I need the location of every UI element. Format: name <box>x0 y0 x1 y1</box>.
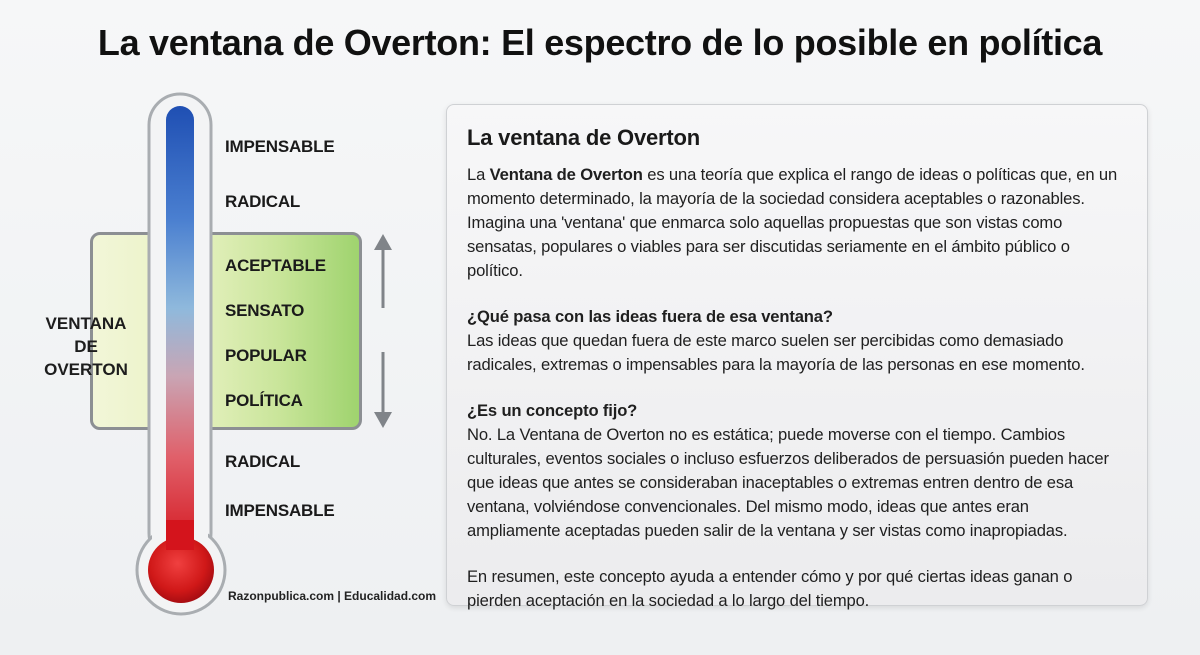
label-radical-bottom: RADICAL <box>225 452 301 471</box>
section-outside-window <box>467 305 1123 377</box>
credit-text: Razonpublica.com | Educalidad.com <box>228 589 437 603</box>
page-title: La ventana de Overton: El espectro de lo posible en política <box>97 22 1103 63</box>
summary-paragraph: En resumen, este concepto ayuda a entender cómo y por qué ciertas ideas ganan o pierden aceptación en la sociedad a lo largo del tiempo. <box>467 567 1073 610</box>
label-politica: POLÍTICA <box>225 391 303 410</box>
intro-paragraph <box>467 163 1123 283</box>
thermometer-fluid <box>166 106 194 556</box>
intro-rest: es una teoría que explica el rango de ideas o políticas que, en un momento determinado, la mayoría de la sociedad considera aceptables o razonables. Imagina una 'ventana' que enmarca solo aquellas propuestas que son vistas como sensatas, populares o viables para ser discutidas seriamente en el ámbito público o político. <box>467 165 1118 280</box>
arrow-down-icon <box>366 350 400 430</box>
label-impensable-top: IMPENSABLE <box>225 137 335 156</box>
label-sensato: SENSATO <box>225 301 305 320</box>
thermometer <box>0 0 440 640</box>
intro-prefix: La <box>467 165 490 184</box>
label-aceptable: ACEPTABLE <box>225 256 326 275</box>
arrow-up-icon <box>366 232 400 312</box>
question-fixed: ¿Es un concepto fijo? <box>467 401 638 420</box>
intro-bold-term: Ventana de Overton <box>489 165 643 184</box>
info-panel <box>446 104 1148 610</box>
answer-outside: Las ideas que quedan fuera de este marco suelen ser percibidas como demasiado radicales, extremas o impensables para la mayoría de las personas en ese momento. <box>467 331 1085 374</box>
question-outside: ¿Qué pasa con las ideas fuera de esa ventana? <box>467 307 833 326</box>
window-label: VENTANA DE OVERTON <box>44 314 128 379</box>
section-fixed-concept <box>467 399 1123 543</box>
label-radical-top: RADICAL <box>225 192 301 211</box>
label-impensable-bottom: IMPENSABLE <box>225 501 335 520</box>
answer-fixed: No. La Ventana de Overton no es estática; puede moverse con el tiempo. Cambios culturales, eventos sociales o incluso esfuerzos deliberados de persuasión pueden hacer que ideas que antes se consideraban inaceptables o extremas entren dentro de esa ventana, volviéndose convencionales. Del mismo modo, ideas que antes eran ampliamente aceptadas pueden salir de la ventana y ser vistas como inapropiadas. <box>467 425 1109 540</box>
panel-heading: La ventana de Overton <box>467 125 700 150</box>
label-popular: POPULAR <box>225 346 307 365</box>
